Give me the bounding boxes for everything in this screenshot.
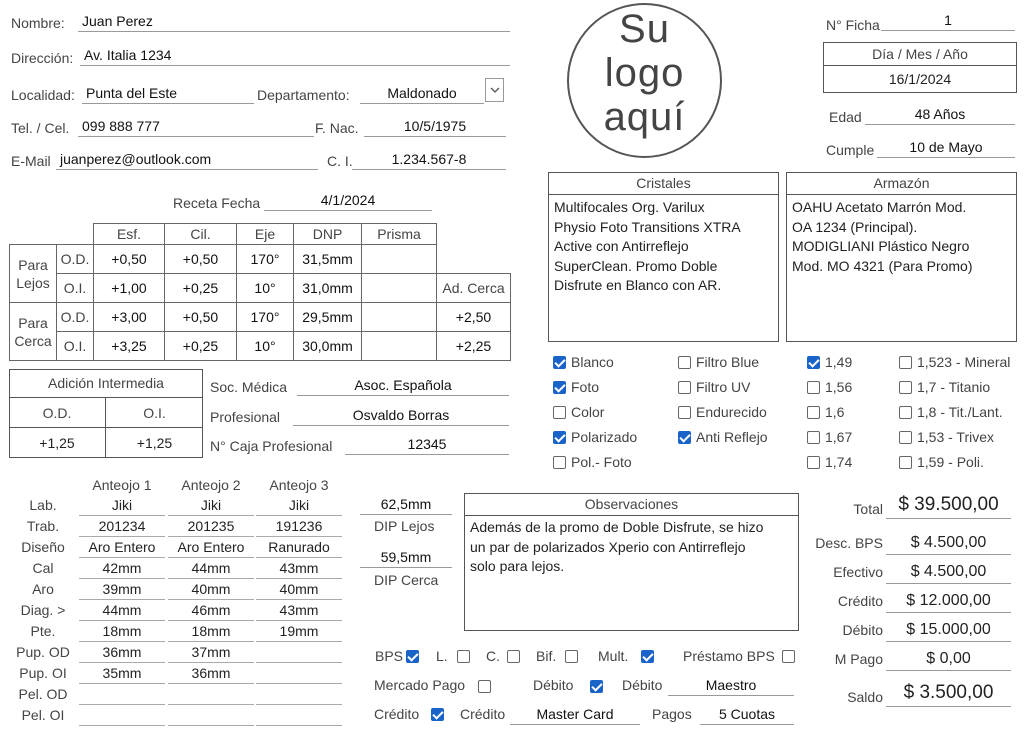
total-label: Total [853, 501, 883, 517]
option-checkbox[interactable] [807, 356, 820, 369]
c-checkbox[interactable] [507, 650, 520, 663]
observaciones-line: Además de la promo de Doble Disfrute, se hizo [470, 519, 764, 535]
anteojo-cell[interactable]: 19mm [256, 623, 342, 642]
logo-line-3: aquí [603, 95, 686, 139]
cristales-title: Cristales [549, 173, 778, 195]
anteojo-row-label: Pel. OI [21, 707, 65, 723]
ficha-field[interactable]: 1 [881, 11, 1015, 31]
receta-cell-prisma[interactable] [361, 273, 437, 303]
armazon-line: OAHU Acetato Marrón Mod. [792, 199, 967, 215]
total-value[interactable]: $ 4.500,00 [886, 563, 1011, 584]
mercado-label: Mercado Pago [374, 677, 466, 693]
receta-cell-dnp[interactable]: 29,5mm [293, 302, 362, 332]
anteojo-cell[interactable]: 39mm [79, 581, 165, 600]
receta-header: Cil. [164, 223, 237, 245]
receta-cell-eje[interactable]: 170° [236, 244, 294, 274]
receta-cell-eje[interactable]: 10° [236, 273, 294, 303]
prestamo-checkbox[interactable] [782, 650, 795, 663]
option-checkbox[interactable] [807, 456, 820, 469]
option-label: Filtro Blue [696, 354, 760, 370]
anteojo-cell[interactable]: 42mm [79, 560, 165, 579]
anteojo-header: Anteojo 1 [92, 477, 152, 493]
total-label: Crédito [837, 593, 883, 609]
prof-field[interactable]: Osvaldo Borras [293, 406, 509, 426]
credito-card-field[interactable]: Master Card [510, 705, 640, 725]
mult-checkbox[interactable] [641, 650, 654, 663]
option-checkbox[interactable] [899, 381, 912, 394]
cumple-label: Cumple [826, 142, 875, 158]
option-checkbox[interactable] [678, 381, 691, 394]
total-label: Desc. BPS [815, 535, 883, 551]
cristales-line: Active con Antirreflejo [554, 238, 689, 254]
option-label: Pol.- Foto [571, 454, 632, 470]
para-cerca-label: Para Cerca [9, 302, 57, 361]
debito-checkbox[interactable] [590, 680, 603, 693]
anteojo-cell[interactable]: Jiki [256, 497, 342, 516]
adicion-od-value[interactable]: +1,25 [9, 428, 106, 458]
l-label: L. [436, 648, 448, 664]
anteojo-cell[interactable] [168, 686, 254, 705]
option-label: Color [571, 404, 605, 420]
localidad-label: Localidad: [11, 87, 75, 103]
option-checkbox[interactable] [899, 456, 912, 469]
option-label: 1,8 - Tit./Lant. [917, 404, 1003, 420]
anteojo-cell[interactable]: 40mm [256, 581, 342, 600]
option-label: 1,74 [825, 454, 853, 470]
anteojo-cell[interactable] [79, 707, 165, 726]
edad-field[interactable]: 48 Años [865, 105, 1015, 125]
para-lejos-label: Para Lejos [9, 244, 57, 303]
dip-lejos-value[interactable]: 62,5mm [360, 495, 452, 515]
option-label: Endurecido [696, 404, 767, 420]
anteojo-cell[interactable] [256, 644, 342, 663]
total-value[interactable]: $ 12.000,00 [886, 592, 1011, 613]
fnac-label: F. Nac. [315, 120, 359, 136]
total-label: Efectivo [833, 564, 883, 580]
receta-cell-prisma[interactable] [361, 331, 437, 361]
anteojo-row-label: Diseño [21, 539, 65, 555]
option-checkbox[interactable] [553, 406, 566, 419]
armazon-line: OA 1234 (Principal). [792, 218, 918, 235]
soc-field[interactable]: Asoc. Española [297, 376, 509, 396]
anteojo-header: Anteojo 3 [269, 477, 329, 493]
c-label: C. [486, 648, 500, 664]
observaciones-box [464, 493, 799, 631]
tel-field[interactable]: 099 888 777 [78, 117, 314, 137]
anteojo-cell[interactable]: 18mm [168, 623, 254, 642]
anteojo-cell[interactable]: 40mm [168, 581, 254, 600]
observaciones-line: solo para lejos. [470, 558, 565, 574]
option-label: 1,67 [825, 429, 853, 445]
cristales-line: Disfrute en Blanco con AR. [554, 277, 722, 293]
logo-line-2: logo [604, 51, 685, 95]
eye-label: O.I. [56, 273, 94, 303]
option-label: Foto [571, 379, 600, 395]
caja-label: N° Caja Profesional [210, 438, 333, 454]
receta-header: Esf. [93, 223, 165, 245]
anteojo-cell[interactable]: 18mm [79, 623, 165, 642]
armazon-box [786, 172, 1017, 342]
anteojo-cell[interactable]: Aro Entero [79, 539, 165, 558]
anteojo-row-label: Pel. OD [18, 686, 68, 702]
anteojo-row-label: Pte. [30, 623, 56, 639]
anteojo-row-label: Trab. [26, 518, 60, 534]
receta-cell-cil[interactable]: +0,25 [164, 331, 237, 361]
receta-cell-eje[interactable]: 10° [236, 331, 294, 361]
bps-label: BPS [375, 648, 404, 664]
anteojo-cell[interactable]: 35mm [79, 665, 165, 684]
anteojo-row-label: Pup. OI [19, 665, 67, 681]
anteojo-cell[interactable]: 43mm [256, 560, 342, 579]
ad-cerca-value[interactable]: +2,25 [436, 331, 511, 361]
fnac-field[interactable]: 10/5/1975 [364, 117, 506, 137]
receta-cell-esf[interactable]: +1,00 [93, 273, 165, 303]
anteojo-cell[interactable]: 201234 [79, 518, 165, 537]
anteojo-cell[interactable] [79, 686, 165, 705]
anteojo-cell[interactable] [256, 686, 342, 705]
cristales-box [548, 172, 779, 342]
logo-line-1: Su [619, 7, 670, 51]
direccion-label: Dirección: [11, 50, 74, 66]
direccion-field[interactable]: Av. Italia 1234 [80, 46, 510, 66]
anteojo-cell[interactable]: Jiki [168, 497, 254, 516]
dip-cerca-value[interactable]: 59,5mm [360, 548, 452, 568]
option-label: Polarizado [571, 429, 638, 445]
dip-lejos-label: DIP Lejos [374, 518, 435, 534]
departamento-label: Departamento: [257, 87, 350, 103]
anteojo-cell[interactable]: Aro Entero [168, 539, 254, 558]
nombre-label: Nombre: [11, 15, 65, 31]
receta-fecha-label: Receta Fecha [173, 195, 261, 211]
receta-cell-prisma[interactable] [361, 302, 437, 332]
receta-fecha-field[interactable]: 4/1/2024 [264, 191, 432, 211]
chevron-down-icon [490, 87, 500, 93]
eye-label: O.D. [56, 302, 94, 332]
anteojo-cell[interactable]: 201235 [168, 518, 254, 537]
anteojo-cell[interactable]: 191236 [256, 518, 342, 537]
option-checkbox[interactable] [553, 381, 566, 394]
anteojo-cell[interactable]: 44mm [79, 602, 165, 621]
anteojo-cell[interactable]: 46mm [168, 602, 254, 621]
ci-field[interactable]: 1.234.567-8 [352, 150, 506, 170]
email-label: E-Mail [11, 153, 51, 169]
anteojo-cell[interactable]: 37mm [168, 644, 254, 663]
total-label: Saldo [847, 689, 883, 705]
adicion-od-label: O.D. [9, 398, 106, 428]
option-label: Blanco [571, 354, 614, 370]
anteojo-row-label: Cal [32, 560, 54, 576]
anteojo-row-label: Pup. OD [16, 644, 70, 660]
cumple-field[interactable]: 10 de Mayo [877, 138, 1015, 158]
anteojo-header: Anteojo 2 [181, 477, 241, 493]
ficha-label: N° Ficha [826, 17, 880, 33]
email-field[interactable]: juanperez@outlook.com [56, 150, 318, 170]
receta-cell-cil[interactable]: +0,25 [164, 273, 237, 303]
dip-cerca-label: DIP Cerca [374, 572, 439, 588]
option-label: 1,523 - Mineral [917, 354, 1011, 370]
armazon-title: Armazón [787, 173, 1016, 195]
receta-cell-esf[interactable]: +3,00 [93, 302, 165, 332]
debito-label-2: Débito [622, 677, 663, 693]
credito-checkbox[interactable] [431, 708, 444, 721]
ad-cerca-label: Ad. Cerca [436, 273, 511, 303]
observaciones-title: Observaciones [465, 494, 798, 516]
fecha-field[interactable]: 16/1/2024 [888, 71, 952, 87]
anteojo-cell[interactable]: Jiki [79, 497, 165, 516]
l-checkbox[interactable] [457, 650, 470, 663]
localidad-field[interactable]: Punta del Este [82, 84, 254, 104]
prof-label: Profesional [210, 409, 281, 425]
option-checkbox[interactable] [678, 431, 691, 444]
anteojo-cell[interactable]: 36mm [79, 644, 165, 663]
tel-label: Tel. / Cel. [11, 120, 70, 136]
receta-cell-dnp[interactable]: 31,0mm [293, 273, 362, 303]
total-value[interactable]: $ 15.000,00 [886, 621, 1011, 642]
option-checkbox[interactable] [678, 356, 691, 369]
mult-label: Mult. [598, 648, 629, 664]
anteojo-row-label: Diag. > [20, 602, 66, 618]
cristales-line: Physio Foto Transitions XTRA [554, 218, 741, 235]
receta-cell-eje[interactable]: 170° [236, 302, 294, 332]
total-value[interactable]: $ 4.500,00 [886, 534, 1011, 555]
anteojo-cell[interactable] [168, 707, 254, 726]
mercado-checkbox[interactable] [478, 680, 491, 693]
anteojo-row-label: Lab. [29, 497, 57, 513]
receta-cell-esf[interactable]: +0,50 [93, 244, 165, 274]
total-label: Débito [842, 622, 883, 638]
option-checkbox[interactable] [899, 356, 912, 369]
anteojo-cell[interactable] [256, 665, 342, 684]
armazon-line: Mod. MO 4321 (Para Promo) [792, 257, 973, 274]
departamento-select[interactable]: Maldonado [360, 84, 484, 104]
ci-label: C. I. [327, 153, 353, 169]
option-label: 1,7 - Titanio [917, 379, 991, 395]
pagos-field[interactable]: 5 Cuotas [700, 705, 794, 725]
receta-header: Eje [236, 223, 294, 245]
nombre-field[interactable]: Juan Perez [78, 12, 510, 32]
pagos-label: Pagos [652, 706, 692, 722]
bif-checkbox[interactable] [565, 650, 578, 663]
option-checkbox[interactable] [678, 406, 691, 419]
total-label: M Pago [834, 651, 883, 667]
receta-cell-cil[interactable]: +0,50 [164, 244, 237, 274]
option-checkbox[interactable] [807, 381, 820, 394]
eye-label: O.I. [56, 331, 94, 361]
adicion-oi-value[interactable]: +1,25 [136, 435, 173, 451]
receta-cell-dnp[interactable]: 31,5mm [293, 244, 362, 274]
receta-cell-esf[interactable]: +3,25 [93, 331, 165, 361]
edad-label: Edad [829, 109, 862, 125]
caja-field[interactable]: 12345 [345, 435, 509, 455]
receta-cell-dnp[interactable]: 30,0mm [293, 331, 362, 361]
receta-header: DNP [293, 223, 362, 245]
eye-label: O.D. [56, 244, 94, 274]
prestamo-label: Préstamo BPS [683, 648, 775, 664]
option-checkbox[interactable] [807, 431, 820, 444]
option-label: 1,6 [825, 404, 845, 420]
total-value[interactable]: $ 3.500,00 [886, 682, 1011, 707]
option-label: 1,53 - Trivex [917, 429, 995, 445]
anteojo-cell[interactable]: Ranurado [256, 539, 342, 558]
anteojo-cell[interactable]: 36mm [168, 665, 254, 684]
armazon-line: MODIGLIANI Plástico Negro [792, 238, 970, 254]
option-checkbox[interactable] [899, 406, 912, 419]
option-checkbox[interactable] [807, 406, 820, 419]
credito-label: Crédito [374, 706, 420, 722]
cristales-line: Multifocales Org. Varilux [554, 199, 705, 215]
soc-label: Soc. Médica [210, 379, 288, 395]
debito-card-field[interactable]: Maestro [668, 676, 794, 696]
option-label: 1,56 [825, 379, 853, 395]
option-label: 1,59 - Poli. [917, 454, 984, 470]
credito-label-2: Crédito [460, 706, 506, 722]
option-label: 1,49 [825, 354, 853, 370]
option-checkbox[interactable] [899, 431, 912, 444]
anteojo-cell[interactable]: 44mm [168, 560, 254, 579]
receta-cell-cil[interactable]: +0,50 [164, 302, 237, 332]
receta-header: Prisma [361, 223, 437, 245]
logo [567, 3, 722, 158]
anteojo-cell[interactable] [256, 707, 342, 726]
option-checkbox[interactable] [553, 431, 566, 444]
receta-cell-prisma[interactable] [361, 244, 437, 274]
anteojo-row-label: Aro [32, 581, 54, 597]
option-label: Anti Reflejo [696, 429, 768, 445]
observaciones-line: un par de polarizados Xperio con Antirreflejo [470, 538, 746, 555]
anteojo-cell[interactable]: 43mm [256, 602, 342, 621]
debito-label: Débito [533, 677, 574, 693]
option-checkbox[interactable] [553, 356, 566, 369]
option-checkbox[interactable] [553, 456, 566, 469]
cristales-line: SuperClean. Promo Doble [554, 257, 718, 274]
ad-cerca-value[interactable]: +2,50 [436, 302, 511, 332]
fecha-box [823, 42, 1017, 93]
total-value[interactable]: $ 39.500,00 [886, 494, 1011, 519]
departamento-dropdown-button[interactable] [485, 78, 504, 102]
adicion-oi-label: O.I. [106, 398, 203, 428]
fecha-header: Día / Mes / Año [824, 43, 1016, 66]
adicion-title: Adición Intermedia [9, 369, 203, 398]
option-label: Filtro UV [696, 379, 751, 395]
bps-checkbox[interactable] [406, 650, 419, 663]
total-value[interactable]: $ 0,00 [886, 650, 1011, 671]
bif-label: Bif. [536, 648, 557, 664]
